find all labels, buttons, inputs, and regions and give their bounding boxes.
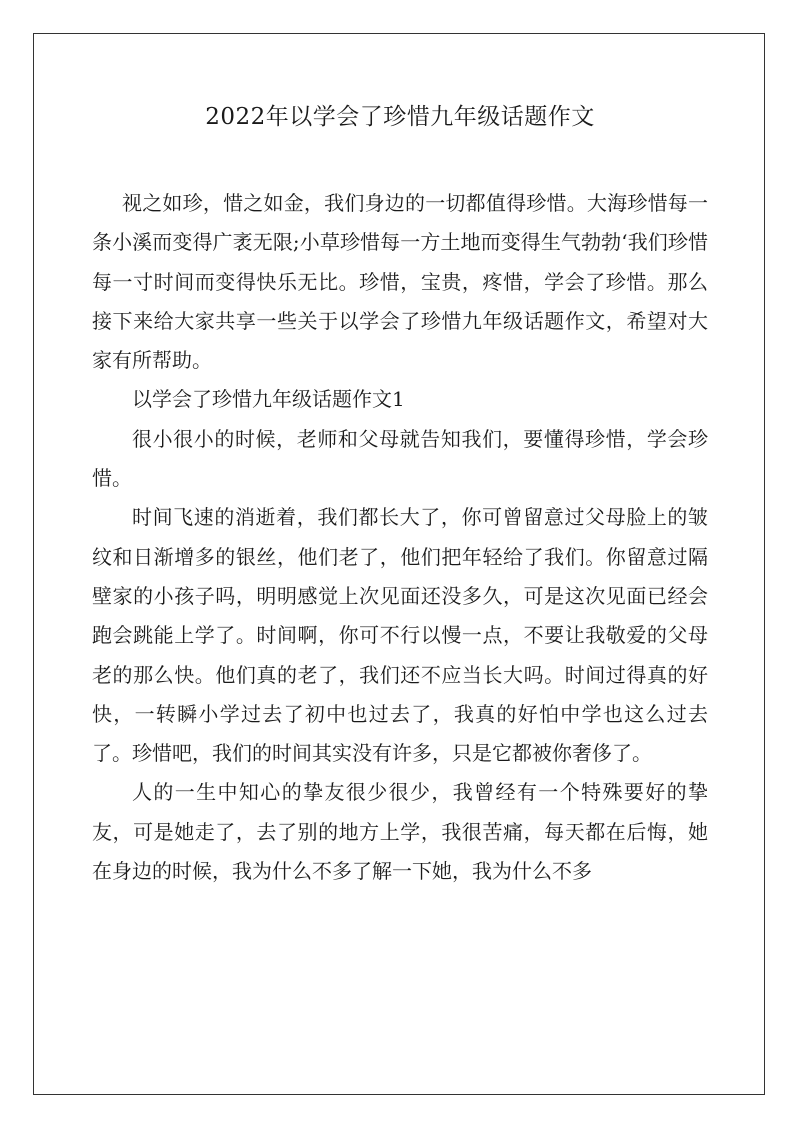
intro-paragraph: 视之如珍，惜之如金，我们身边的一切都值得珍惜。大海珍惜每一条小溪而变得广袤无限;小草珍惜每一方土地而变得生气勃勃‘我们珍惜每一寸时间而变得快乐无比。珍惜，宝贵，疼惜，学会了珍惜。那么接下来给大家共享一些关于以学会了珍惜九年级话题作文，希望对大家有所帮助。 — [92, 191, 708, 373]
body-paragraph: 时间飞速的消逝着，我们都长大了，你可曾留意过父母脸上的皱纹和日渐增多的银丝，他们老了，他们把年轻给了我们。你留意过隔壁家的小孩子吗，明明感觉上次见面还没多久，可是这次见面已经会跑会跳能上学了。时间啊，你可不行以慢一点，不要让我敬爱的父母老的那么快。他们真的老了，我们还不应当长大吗。时间过得真的好快，一转瞬小学过去了初中也过去了，我真的好怕中学也这么过去了。珍惜吧，我们的时间其实没有许多，只是它都被你奢侈了。 — [92, 505, 708, 766]
document-title: 2022年以学会了珍惜九年级话题作文 — [205, 104, 595, 130]
document-body — [92, 184, 708, 891]
essay-subtitle: 以学会了珍惜九年级话题作文1 — [132, 387, 405, 412]
body-paragraph: 很小很小的时候，老师和父母就告知我们，要懂得珍惜，学会珍惜。 — [92, 426, 708, 491]
body-paragraph: 人的一生中知心的挚友很少很少，我曾经有一个特殊要好的挚友，可是她走了，去了别的地方上学，我很苦痛，每天都在后悔，她在身边的时候，我为什么不多了解一下她，我为什么不多 — [92, 780, 708, 884]
